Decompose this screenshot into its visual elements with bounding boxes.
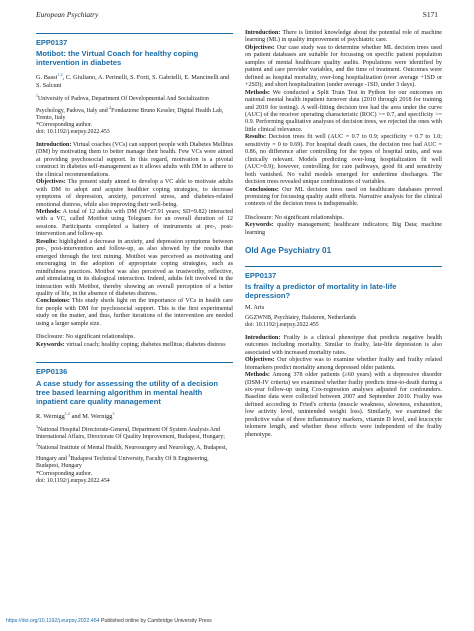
abstract-title: A case study for assessing the utility of a decision tree based learning algorithm in mental health inpatient care quality management xyxy=(36,378,219,406)
introduction: Introduction: There is limited knowledge about the potential role of machine learning (ML) in quality improvement of psychiatric care. xyxy=(245,30,442,44)
page-number: S171 xyxy=(422,10,438,19)
divider xyxy=(245,266,442,267)
abstract-code: EPP0137 xyxy=(245,270,277,280)
results: Results: Decision trees fit well (AUC = 0.7 to 0.9; specificity = 0.7 to 1.0; sensitivity = 0 to 0.69). For hospital death cases, the decision tree had AUC = 0.86, no difference after controlling for the types of hospital units, and was clinically relevant. Models predicting over-long hospitalization fit well (AUC=0.9); however, controlling for care pathways, good fit and sensitivity both vanished. No valid models emerged for undertime discharges. The decision trees revealed unique combinations of variables. xyxy=(245,134,442,186)
keywords: Keywords: virtual coach; healthy coping; diabetes mellitus; diabetes distress xyxy=(36,341,226,348)
abstract-title: Is frailty a predictor of mortality in late-life depression? xyxy=(245,282,397,301)
divider xyxy=(36,33,233,34)
corresponding-author: *Corresponding author. xyxy=(36,470,93,477)
running-header xyxy=(36,10,438,22)
objectives: Objectives: Our case study was to determine whether ML decision trees used on patient databases are suitable for focussing on specific patient population samples of mental healthcare quality audits. Populations were identified by patient and care provider variables, and the time of treatment. Outcomes were defined as hospital mortality, over-long hospitalization (over average +1SD or +2SD); and short hospitalization (under average -1SD, under 3 days). xyxy=(245,44,442,89)
author-list: M. Arts xyxy=(245,304,265,312)
author-list: G. Bassi$^{1,2}$, C. Giuliano, A. Perinelli, S. Forti, S. Gabrielli, E. Mancinelli and S. Salcuni xyxy=(36,72,230,89)
abstract-code: EPP0136 xyxy=(36,367,68,377)
author-list: R. Wernigg$^{1,2}$ and M. Wernigg$^3$ xyxy=(36,410,115,420)
methods: Methods: Among 378 older patients (≥60 years) with a depressive disorder (DSM-IV criteria) we examined whether frailty predicts time-to-death during a six-year follow-up using Cox-regression analyses adjusted for confounders. Baseline data were collected between 2007 and September 2010. Frailty was defined according to Fried's criteria (muscle weakness, slowness, exhaustion, low activity level, unintended weight loss). Similarly, we examined the predictive value of three inflammatory markers, vitamin D level, and leucocyte telomere length, and whether these effects were independent of the frailty phenotype. xyxy=(245,372,442,438)
footer-doi-link[interactable]: https://doi.org/10.1192/j.eurpsy.2022.454 xyxy=(6,618,100,624)
corresponding-author: *Corresponding author. xyxy=(36,121,93,128)
left-column xyxy=(36,30,233,485)
page-footer: https://doi.org/10.1192/j.eurpsy.2022.454 Published online by Cambridge University Press xyxy=(6,618,212,624)
results: Results: highlighted a decrease in anxiety, and depression symptoms between pre-, post-intervention and follow-up, as also showed by the results that emerged through the text mining. Motibot was perceived as motivating and encouraging in the adoption of appropriate coping strategies, such as mindfulness practices. Motibot was also perceived as trustworthy, reflective, and stimulating in its dialogical interaction. Indeed, adults felt involved in the interaction with Motibot, thereby showing an overall perception of a better quality of life, in the absence of diabetes distress. xyxy=(36,238,233,297)
disclosure: Disclosure: No significant relationships. xyxy=(36,334,135,341)
affiliations: $^1$National Hospital Directorate-General, Department Of System Analysis And International Affairs, Directorate Of Quality Improvement, Budapest, Hungary; $^2$National Institute of Mental Health, Neurosurgery and Neurology, A, Budapest, Hungary and $^3$Budapest Technical University, Faculty Of It Engineering, Budapest, Hungary xyxy=(36,424,227,470)
doi-link[interactable]: doi: 10.1192/j.eurpsy.2022.454 xyxy=(36,477,110,484)
methods: Methods: A total of 12 adults with DM (M=27.91 years; SD=9.82) interacted with a VC, called Motibot using Telegram for an overall duration of 12 sessions. Participants completed a battery of instruments at pre-, post-intervention and follow-up. xyxy=(36,208,233,238)
introduction: Introduction: Virtual coaches (VCs) can support people with Diabetes Mellitus (DM) by motivating them to better manage their health. Few VCs were aimed at providing psychosocial support. In this regard, motivation is a pivotal construct in diabetes self-management as it allows adults with DM to adhere to the clinical recommendations. xyxy=(36,141,233,178)
keywords: Keywords: quality management; healthcare indicators; Big Data; machine learning xyxy=(245,222,442,236)
introduction: Introduction: Frailty is a clinical phenotype that predicts negative health outcomes including mortality. Similar to frailty, late-life depression is also associated with increased mortality rates. xyxy=(245,334,442,356)
doi-link[interactable]: doi: 10.1192/j.eurpsy.2022.455 xyxy=(245,321,319,328)
doi-link[interactable]: doi: 10.1192/j.eurpsy.2022.453 xyxy=(36,128,110,135)
methods: Methods: We conducted a Split Train Test in Python for our outcomes on national mental health inpatient turnover data (2010 through 2018 for training and 2019 for testing). A well-fitting decision tree had the area under the curve (AUC) of the receiver operating characteristic (ROC) >= 0.7, and specificity >= 0.9. Performing qualitative analyses of decision trees, we rejected the ones with little clinical relevance. xyxy=(245,89,442,133)
disclosure: Disclosure: No significant relationships. xyxy=(245,214,344,221)
affiliations: GGZWNB, Psychiatry, Halsteren, Netherlands xyxy=(245,314,357,321)
objectives: Objectives: Our objective was to examine whether frailty and frailty related biomarkers predict mortality among depressed older patients. xyxy=(245,357,442,371)
objectives: Objectives: The present study aimed to develop a VC able to motivate adults with DM to adopt and acquire healthier coping strategies, to decrease symptoms of depression, anxiety, perceived stress, and diabetes-related emotional distress, while also improving their well-being. xyxy=(36,179,233,208)
abstract-code: EPP0137 xyxy=(36,38,68,47)
divider xyxy=(36,362,233,363)
right-column xyxy=(245,30,442,439)
conclusions: Conclusions: Our ML decision trees used on healthcare databases proved promising for focussing quality audit efforts. Narrative analysis for the clinical contexts of the decision trees is indispensable. xyxy=(245,186,442,208)
affiliations: $^1$University of Padova, Department Of Developmental And Socialization Psychology, Padova, Italy and $^2$Fondazione Bruno Kessler, Digital Health Lab, Trento, Italy xyxy=(36,93,224,121)
journal-name: European Psychiatry xyxy=(36,10,99,19)
section-heading: Old Age Psychiatry 01 xyxy=(245,246,332,256)
abstract-title: Motibot: the Virtual Coach for healthy coping intervention in diabetes xyxy=(36,49,199,68)
conclusions: Conclusions: This study sheds light on the importance of VCs in health care for people with DM for psychosocial support. This is the first experimental study on the matter, and thus, further iterations of the intervention are needed using a larger sample size. xyxy=(36,298,233,327)
